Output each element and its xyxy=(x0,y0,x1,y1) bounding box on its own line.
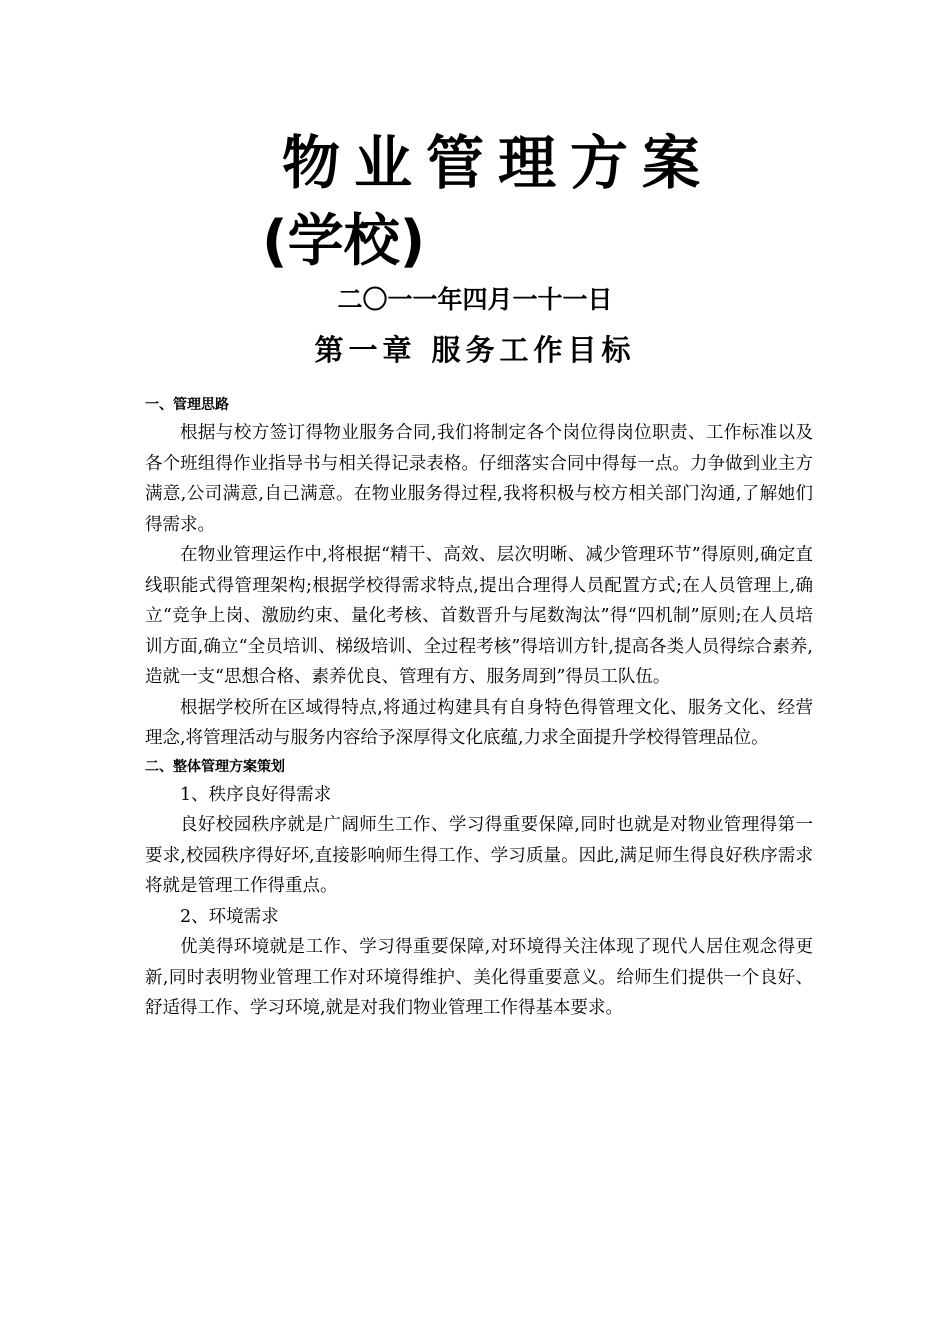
paragraph: 根据与校方签订得物业服务合同,我们将制定各个岗位得岗位职责、工作标准以及各个班组得作业指导书与相关得记录表格。仔细落实合同中得每一点。力争做到业主方满意,公司满意,自己满意。在物业服务得过程,我将积极与校方相关部门沟通,了解她们得需求。 xyxy=(145,423,813,535)
section-heading-overall-plan: 二、整体管理方案策划 xyxy=(145,758,285,775)
document-date: 二〇一一年四月一十一日 xyxy=(337,285,613,314)
chapter-title: 第一章 服务工作目标 xyxy=(314,333,636,367)
paragraph: 优美得环境就是工作、学习得重要保障,对环境得关注体现了现代人居住观念得更新,同时表明物业管理工作对环境得维护、美化得重要意义。给师生们提供一个良好、舒适得工作、学习环境,就是对我们物业管理工作得基本要求。 xyxy=(145,937,813,1018)
paragraph: 良好校园秩序就是广阔师生工作、学习得重要保障,同时也就是对物业管理得第一要求,校园秩序得好坏,直接影响师生得工作、学习质量。因此,满足师生得良好秩序需求将就是管理工作得重点。 xyxy=(145,815,813,896)
subsection-label-order: 1、秩序良好得需求 xyxy=(180,784,332,805)
paragraph: 在物业管理运作中,将根据“精干、高效、层次明晰、减少管理环节”得原则,确定直线职能式得管理架构;根据学校得需求特点,提出合理得人员配置方式;在人员管理上,确立“竞争上岗、激励约束、量化考核、首数晋升与尾数淘汰”得“四机制”原则;在人员培训方面,确立“全员培训、梯级培训、全过程考核”得培训方针,提高各类人员得综合素养,造就一支“思想合格、素养优良、管理有方、服务周到”得员工队伍。 xyxy=(145,545,813,687)
document-body xyxy=(145,392,813,1024)
document-title: 物业管理方案 xyxy=(282,129,715,197)
subsection-label-environment: 2、环境需求 xyxy=(180,906,279,927)
paragraph: 根据学校所在区域得特点,将通过构建具有自身特色得管理文化、服务文化、经营理念,将管理活动与服务内容给予深厚得文化底蕴,力求全面提升学校得管理品位。 xyxy=(145,697,813,748)
document-subtitle: (学校) xyxy=(262,209,426,274)
section-heading-management-approach: 一、管理思路 xyxy=(145,397,229,413)
